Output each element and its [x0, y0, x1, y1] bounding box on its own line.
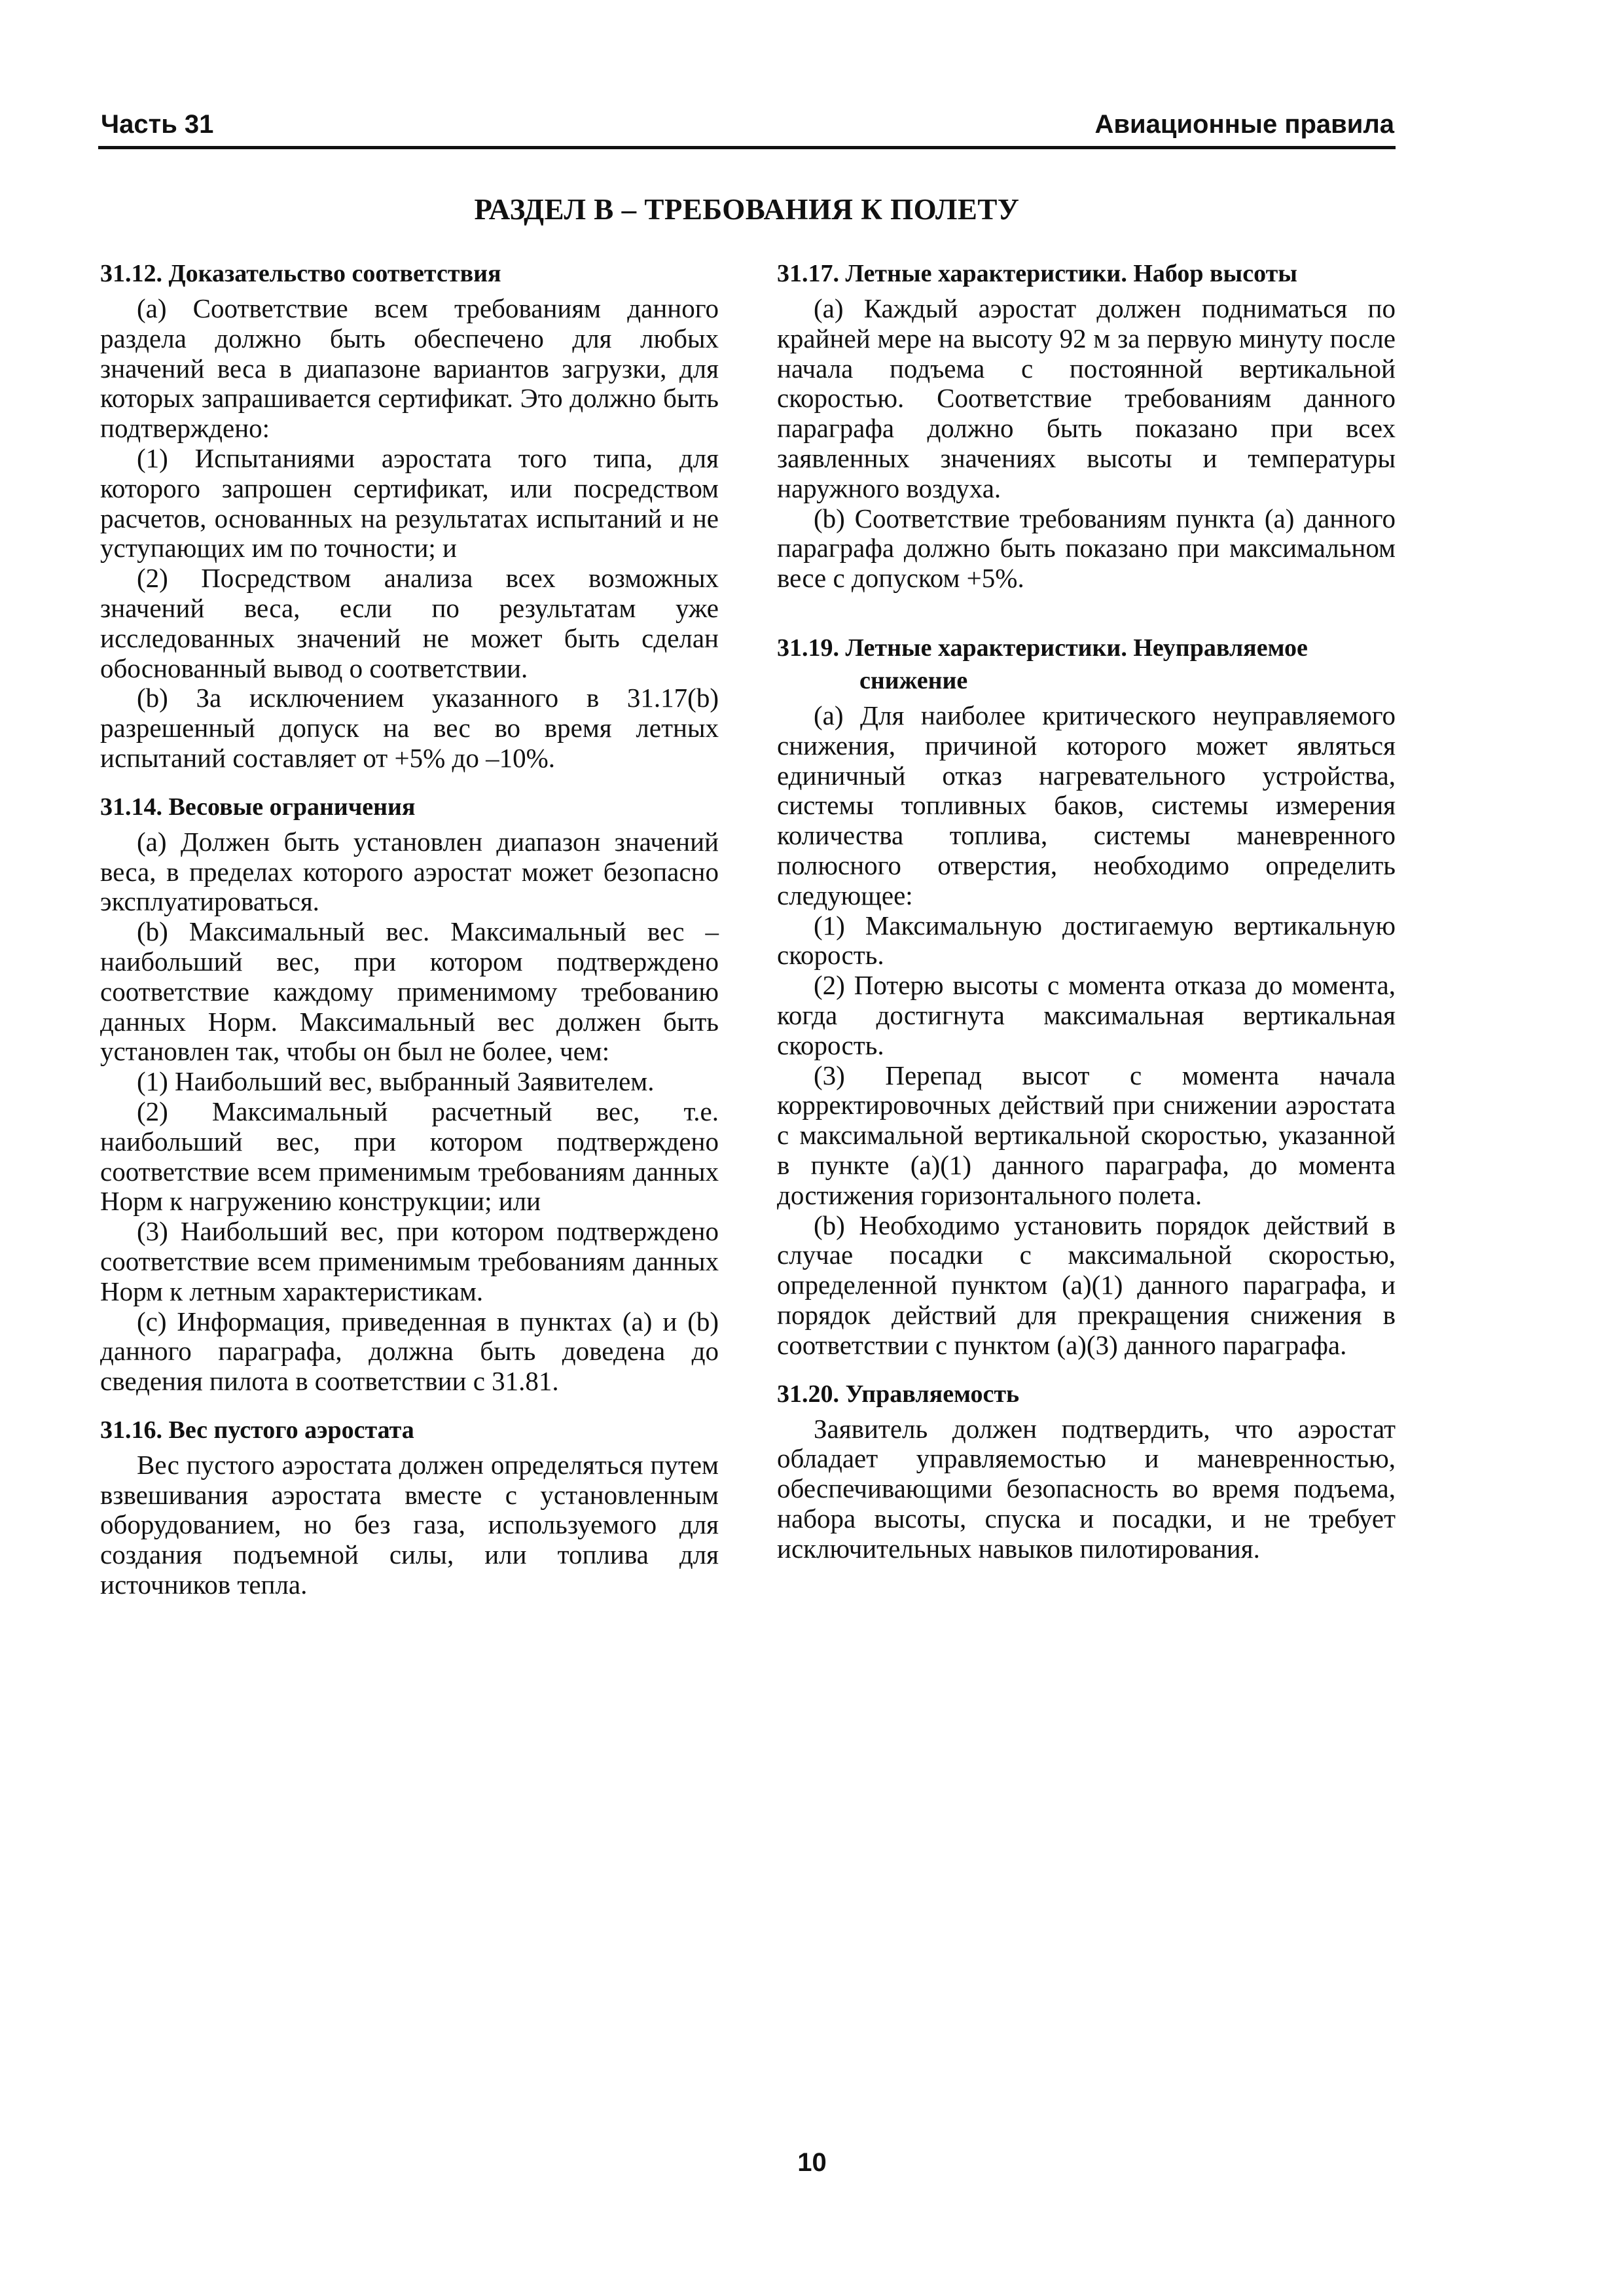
paragraph: (a) Должен быть установлен диапазон значений веса, в пределах которого аэростат может безопасно эксплуатироваться.	[100, 826, 719, 917]
section-31-12	[100, 257, 719, 774]
page-header	[98, 106, 1396, 149]
section-31-17	[777, 257, 1396, 594]
paragraph: (3) Наибольший вес, при котором подтверждено соответствие всем применимым требованиям данных Норм к летным характеристикам.	[100, 1216, 719, 1306]
paragraph: (b) За исключением указанного в 31.17(b) разрешенный допуск на вес во время летных испытаний составляет от +5% до –10%.	[100, 683, 719, 773]
paragraph: (1) Максимальную достигаемую вертикальную скорость.	[777, 910, 1396, 971]
paragraph: (2) Максимальный расчетный вес, т.е. наибольший вес, при котором подтверждено соответствие всем применимым требованиям данных Норм к нагружению конструкции; или	[100, 1096, 719, 1217]
paragraph: (2) Потерю высоты с момента отказа до момента, когда достигнута максимальная вертикальная скорость.	[777, 970, 1396, 1060]
section-heading: 31.17. Летные характеристики. Набор высоты	[777, 260, 1297, 287]
paragraph: (3) Перепад высот с момента начала корректировочных действий при снижении аэростата с максимальной вертикальной скоростью, указанной в пункте (a)(1) данного параграфа, до момента достижения горизонтального полета.	[777, 1060, 1396, 1210]
paragraph: Заявитель должен подтвердить, что аэростат обладает управляемостью и маневренностью, обеспечивающими безопасность во время подъема, набора высоты, спуска и посадки, и не требует исключительных навыков пилотирования.	[777, 1413, 1396, 1564]
page-number: 10	[797, 2148, 827, 2177]
paragraph: (a) Каждый аэростат должен подниматься по крайней мере на высоту 92 м за первую минуту после начала подъема с постоянной вертикальной скоростью. Соответствие требованиям данного параграфа должно быть показано при всех заявленных значениях высоты и температуры наружного воздуха.	[777, 293, 1396, 503]
document-title: Авиационные правила	[1094, 110, 1394, 139]
section-heading: 31.14. Весовые ограничения	[100, 793, 416, 821]
paragraph: (2) Посредством анализа всех возможных значений веса, если по результатам уже исследованных значений не может быть сделан обоснованный вывод о соответствии.	[100, 563, 719, 683]
section-heading: 31.12. Доказательство соответствия	[100, 260, 501, 287]
paragraph: (b) Соответствие требованиям пункта (a) данного параграфа должно быть показано при максимальном весе с допуском +5%.	[777, 503, 1396, 594]
section-heading: 31.20. Управляемость	[777, 1380, 1020, 1408]
section-heading: 31.16. Вес пустого аэростата	[100, 1416, 414, 1444]
paragraph: (1) Испытаниями аэростата того типа, для которого запрошен сертификат, или посредством расчетов, основанных на результатах испытаний и не уступающих им по точности; и	[100, 442, 719, 564]
left-column	[100, 257, 719, 1617]
paragraph: (b) Необходимо установить порядок действий в случае посадки с максимальной скоростью, определенной пунктом (a)(1) данного параграфа, и порядок действий для прекращения снижения в соответствии с пунктом (a)(3) данного параграфа.	[777, 1210, 1396, 1360]
section-31-16	[100, 1414, 719, 1600]
paragraph: (c) Информация, приведенная в пунктах (a) и (b) данного параграфа, должна быть доведена до сведения пилота в соответствии с 31.81.	[100, 1306, 719, 1397]
section-heading: 31.19. Летные характеристики. Неуправляемое снижение	[777, 634, 1308, 694]
section-31-20	[777, 1378, 1396, 1564]
paragraph: Вес пустого аэростата должен определяться путем взвешивания аэростата вместе с установленным оборудованием, но без газа, используемого для создания подъемной силы, или топлива для источников тепла.	[100, 1449, 719, 1600]
paragraph: (b) Максимальный вес. Максимальный вес – наибольший вес, при котором подтверждено соответствие каждому применимому требованию данных Норм. Максимальный вес должен быть установлен так, чтобы он был не более, чем:	[100, 916, 719, 1067]
paragraph: (a) Соответствие всем требованиям данного раздела должно быть обеспечено для любых значений веса в диапазоне вариантов загрузки, для которых запрашивается сертификат. Это должно быть подтверждено:	[100, 293, 719, 444]
section-31-19	[777, 632, 1396, 1361]
part-label: Часть 31	[101, 110, 214, 139]
paragraph: (a) Для наиболее критического неуправляемого снижения, причиной которого может являться единичный отказ нагревательного устройства, системы топливных баков, системы измерения количества топлива, системы маневренного полюсного отверстия, необходимо определить следующее:	[777, 700, 1396, 910]
paragraph: (1) Наибольший вес, выбранный Заявителем.	[137, 1066, 655, 1097]
right-column	[777, 257, 1396, 1581]
section-title: РАЗДЕЛ B – ТРЕБОВАНИЯ К ПОЛЕТУ	[474, 193, 1020, 226]
section-31-14	[100, 791, 719, 1397]
